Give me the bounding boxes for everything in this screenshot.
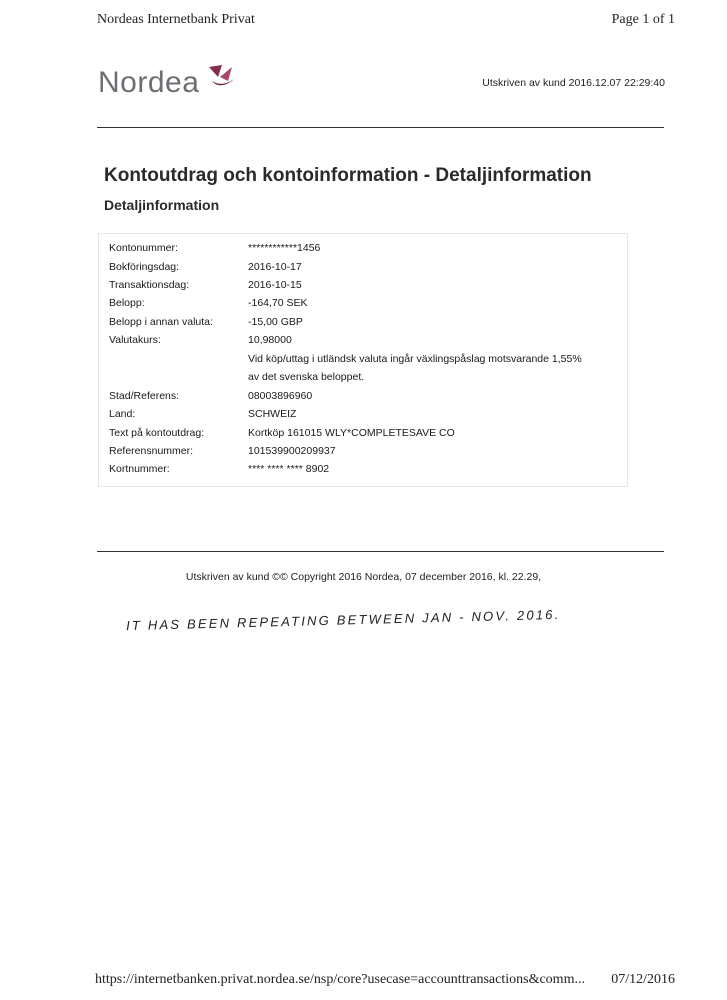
detail-value: 101539900209937 xyxy=(248,445,336,457)
detail-value: **** **** **** 8902 xyxy=(248,463,330,475)
printed-timestamp: Utskriven av kund 2016.12.07 22:29:40 xyxy=(482,77,665,89)
footer-divider xyxy=(97,551,664,552)
copyright-line: Utskriven av kund ©© Copyright 2016 Nordea, 07 december 2016, kl. 22.29, xyxy=(185,571,542,583)
logo-wordmark: Nordea xyxy=(98,66,200,99)
detail-label: Land: xyxy=(109,408,136,420)
header-divider xyxy=(97,127,664,128)
detail-label: Valutakurs: xyxy=(109,334,161,346)
detail-value: av det svenska beloppet. xyxy=(248,371,365,383)
section-title: Detaljinformation xyxy=(104,197,220,213)
handwritten-note xyxy=(0,603,727,633)
detail-label: Belopp i annan valuta: xyxy=(109,316,213,328)
detail-value: -15,00 GBP xyxy=(248,316,303,328)
detail-value: 2016-10-17 xyxy=(248,261,302,273)
detail-label: Belopp: xyxy=(109,297,145,309)
detail-label: Bokföringsdag: xyxy=(109,261,180,273)
detail-label: Referensnummer: xyxy=(109,445,194,457)
detail-value: SCHWEIZ xyxy=(248,408,297,420)
page-url: https://internetbanken.privat.nordea.se/nsp/core?usecase=accounttransactions&comm... xyxy=(95,972,585,987)
nordea-logo xyxy=(98,66,236,106)
detail-label: Kortnummer: xyxy=(109,463,170,475)
page-title: Kontoutdrag och kontoinformation - Detaljinformation xyxy=(104,165,592,186)
detail-label: Stad/Referens: xyxy=(109,390,180,402)
detail-value: -164,70 SEK xyxy=(248,297,308,309)
print-header-title: Nordeas Internetbank Privat xyxy=(97,12,255,27)
detail-label: Transaktionsdag: xyxy=(109,279,190,291)
print-date: 07/12/2016 xyxy=(611,972,675,987)
detail-value: Kortköp 161015 WLY*COMPLETESAVE CO xyxy=(248,427,455,439)
detail-value: 08003896960 xyxy=(248,390,313,402)
detail-value: ************1456 xyxy=(248,242,321,254)
detail-value: Vid köp/uttag i utländsk valuta ingår växlingspåslag motsvarande 1,55% xyxy=(248,353,582,365)
details-table xyxy=(98,233,628,487)
page-number: Page 1 of 1 xyxy=(611,12,675,27)
handwritten-note-text: IT HAS BEEN REPEATING BETWEEN JAN - NOV. 2016. xyxy=(125,606,561,633)
detail-label: Kontonummer: xyxy=(109,242,178,254)
detail-value: 10,98000 xyxy=(248,334,292,346)
detail-label: Text på kontoutdrag: xyxy=(109,427,205,439)
detail-value: 2016-10-15 xyxy=(248,279,302,291)
sail-icon xyxy=(206,63,236,89)
